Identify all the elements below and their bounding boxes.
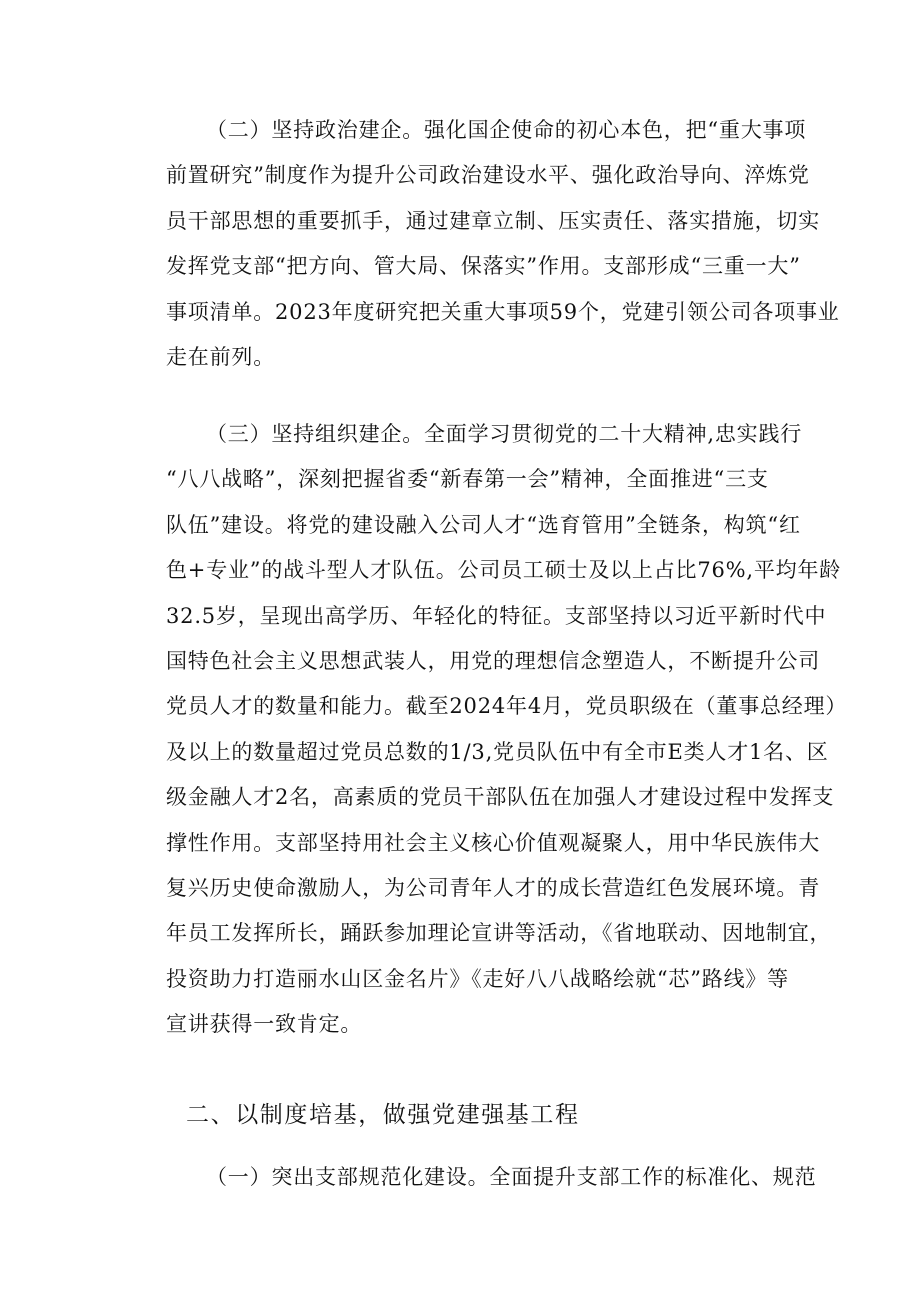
text-line: 走在前列。 [166,344,275,369]
text-line: （一）突出支部规范化建设。全面提升支部工作的标准化、规范 [206,1165,817,1189]
text-line: 发挥党支部“把方向、管大局、保落实”作用。支部形成“三重一大” [166,254,801,279]
paragraph-organization-building [166,412,848,1047]
text-line: 队伍”建设。将党的建设融入公司人才“选育管用”全链条，构筑“红 [166,512,801,537]
text-line: 前置研究”制度作为提升公司政治建设水平、强化政治导向、淬炼党 [166,163,810,188]
paragraph-political-building [166,108,840,380]
text-line: 国特色社会主义思想武装人，用党的理想信念塑造人，不断提升公司 [166,648,820,673]
paragraph-branch-standardization [166,1155,817,1200]
text-line: 色+专业”的战斗型人才队伍。公司员工硕士及以上占比76%,平均年龄 [166,558,842,583]
text-line: 级金融人才2名，高素质的党员干部队伍在加强人才建设过程中发挥支 [166,785,835,810]
text-line: 32.5岁，呈现出高学历、年轻化的特征。支部坚持以习近平新时代中 [166,603,827,628]
text-line: 及以上的数量超过党员总数的1/3,党员队伍中有全市E类人才1名、区 [166,739,829,764]
text-line: “八八战略”，深刻把握省委“新春第一会”精神，全面推进“三支 [166,467,769,492]
text-line: 投资助力打造丽水山区金名片》《走好八八战略绘就“芯”路线》等 [166,966,789,991]
text-line: 事项清单。2023年度研究把关重大事项59个，党建引领公司各项事业 [166,299,840,324]
text-line: 党员人才的数量和能力。截至2024年4月，党员职级在（董事总经理） [166,694,848,719]
text-line: 复兴历史使命激励人，为公司青年人才的成长营造红色发展环境。青 [166,875,820,900]
section-heading: 二、以制度培基，做强党建强基工程 [186,1102,580,1128]
text-line: 员干部思想的重要抓手，通过建章立制、压实责任、落实措施，切实 [166,208,820,233]
text-line: 年员工发挥所长，踊跃参加理论宣讲等活动，《省地联动、因地制宜， [166,921,832,946]
text-line: 宣讲获得一致肯定。 [166,1012,363,1037]
text-line: （二）坚持政治建企。强化国企使命的初心本色，把“重大事项 [206,118,807,142]
text-line: 撑性作用。支部坚持用社会主义核心价值观凝聚人，用中华民族伟大 [166,830,820,855]
text-line: （三）坚持组织建企。全面学习贯彻党的二十大精神,忠实践行 [206,422,803,446]
